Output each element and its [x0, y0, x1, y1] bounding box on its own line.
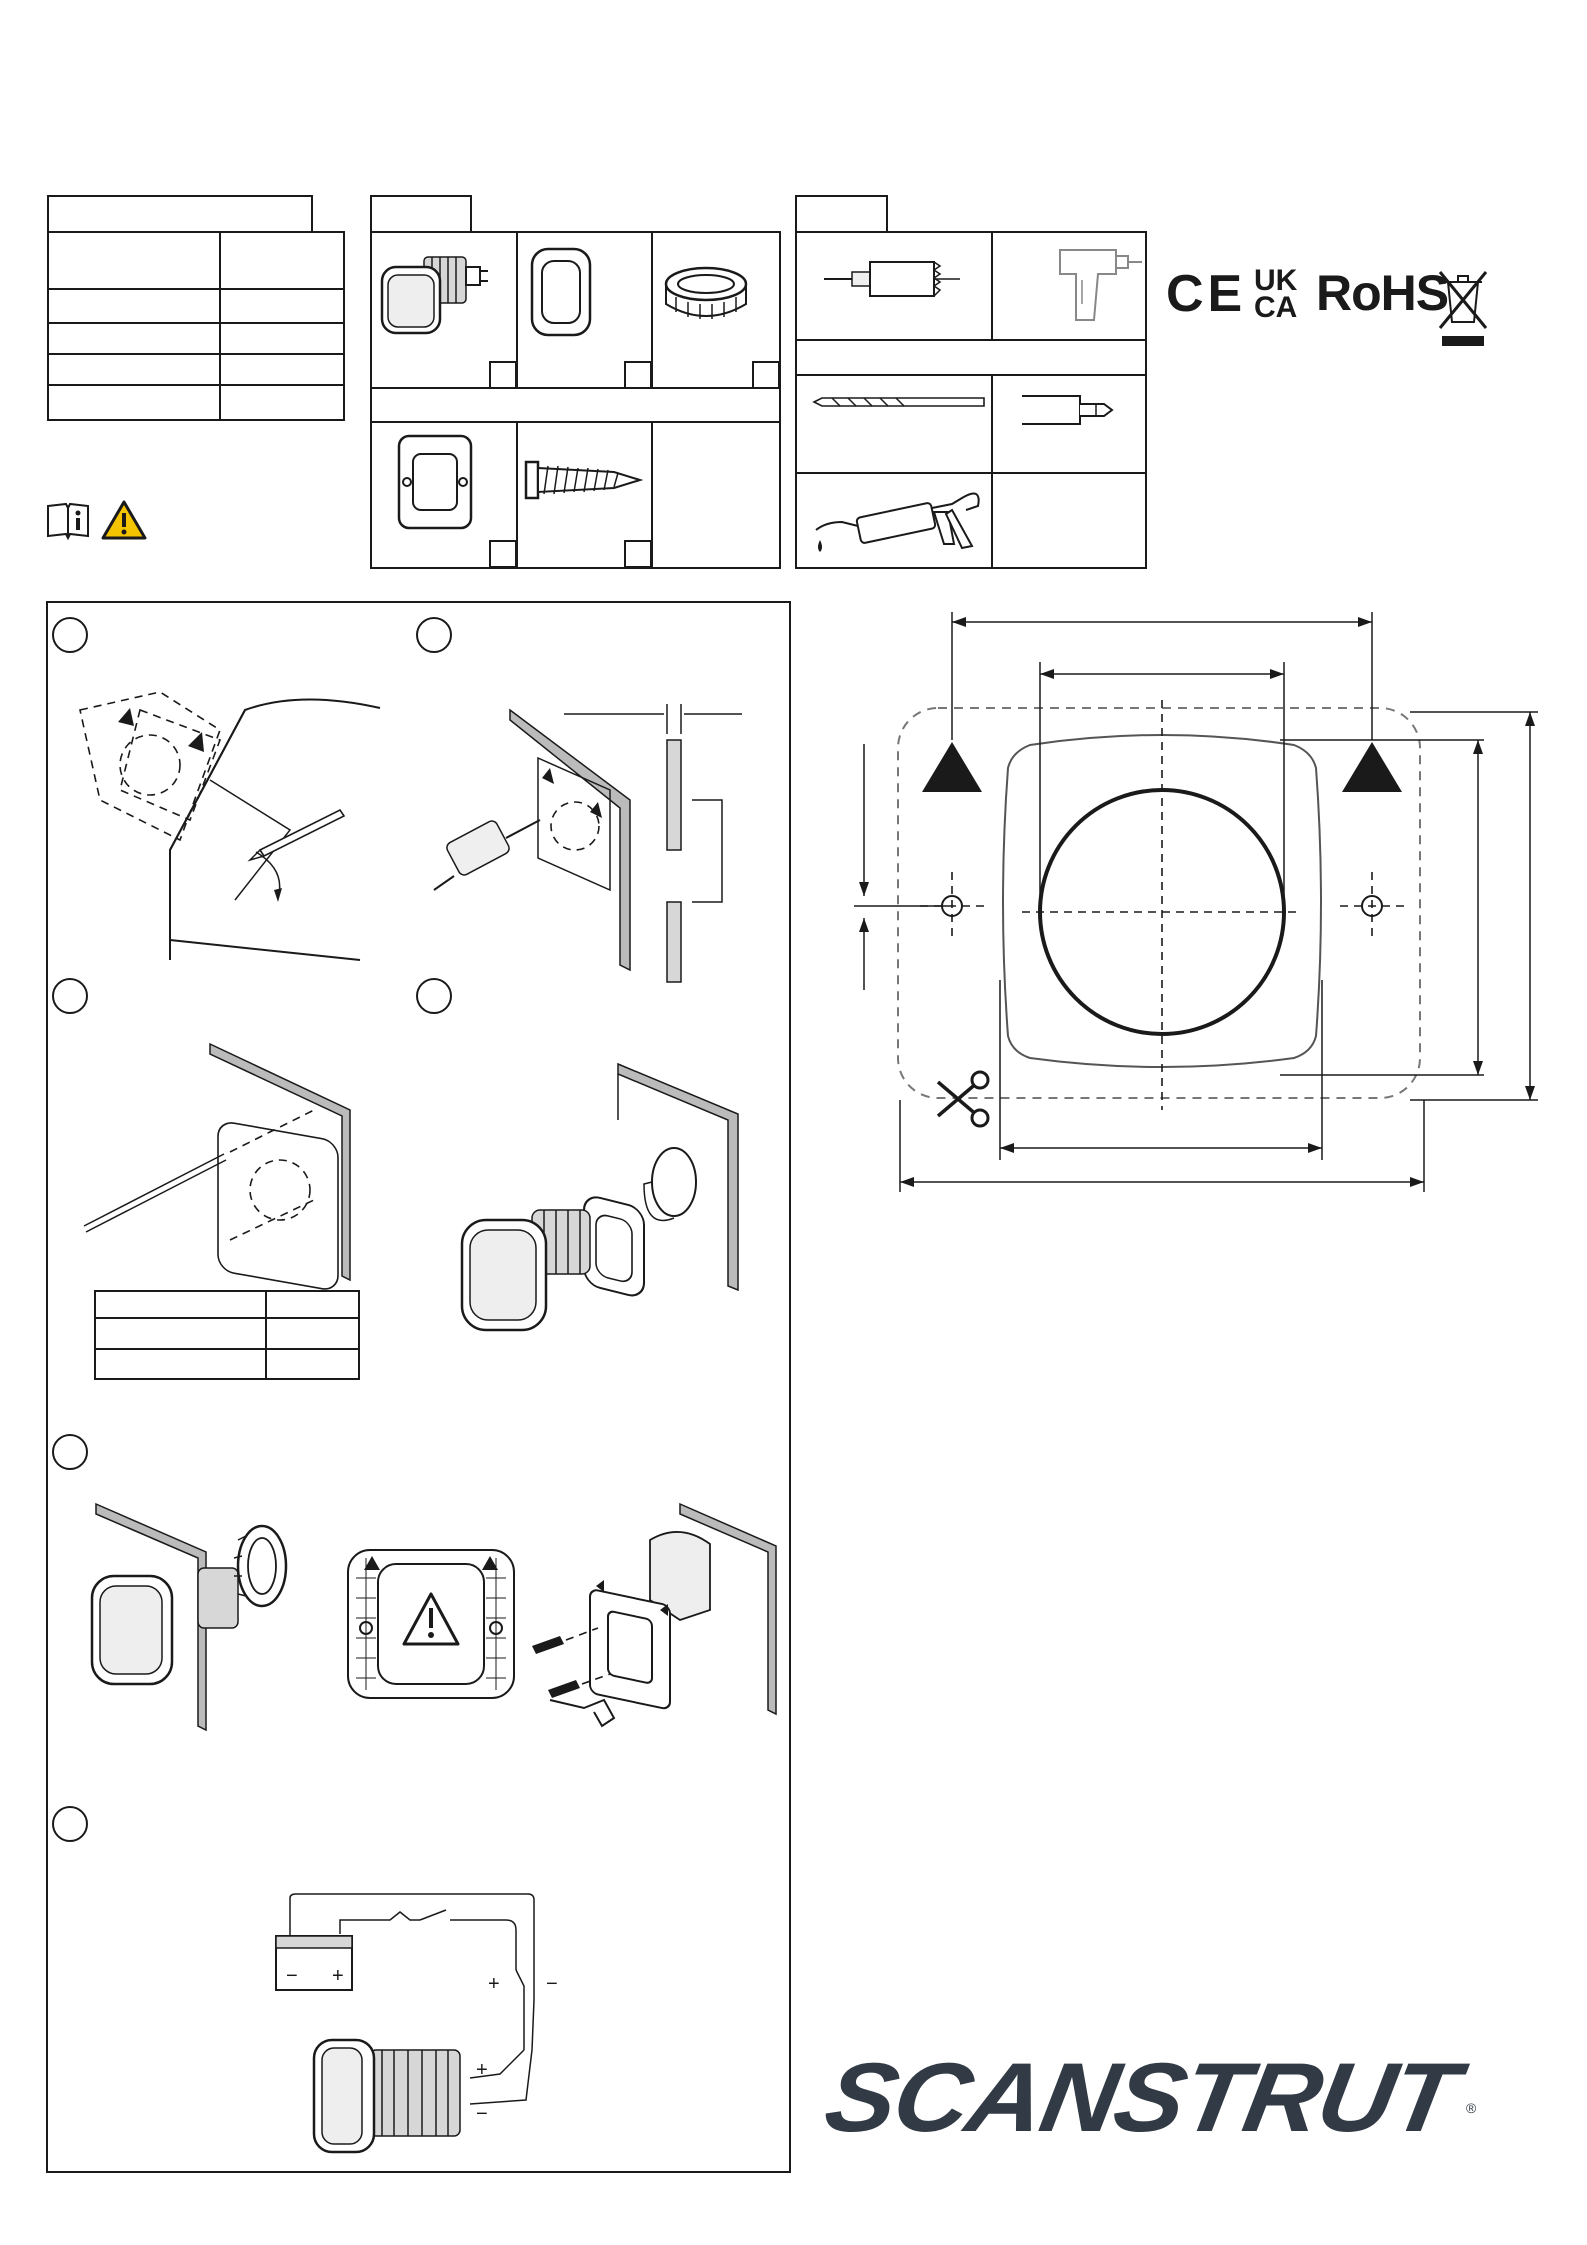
battery-plus-label: + [332, 1965, 344, 1987]
socket-plus-label: + [476, 2059, 488, 2081]
socket-minus-label: − [476, 2103, 488, 2125]
ukca-mark-top: UK [1254, 264, 1298, 297]
scanstrut-logo: SCANSTRUT [817, 2042, 1465, 2152]
battery-minus-label: − [286, 1965, 298, 1987]
ce-mark: CE [1166, 265, 1247, 323]
ukca-mark-bottom: CA [1254, 291, 1298, 324]
wire-plus-label: + [488, 1973, 500, 1995]
registered-trademark-mark: ® [1466, 2100, 1477, 2116]
rohs-mark: RoHS [1316, 265, 1449, 321]
scissors-icon [938, 1072, 988, 1126]
wire-minus-label: − [546, 1973, 558, 1995]
